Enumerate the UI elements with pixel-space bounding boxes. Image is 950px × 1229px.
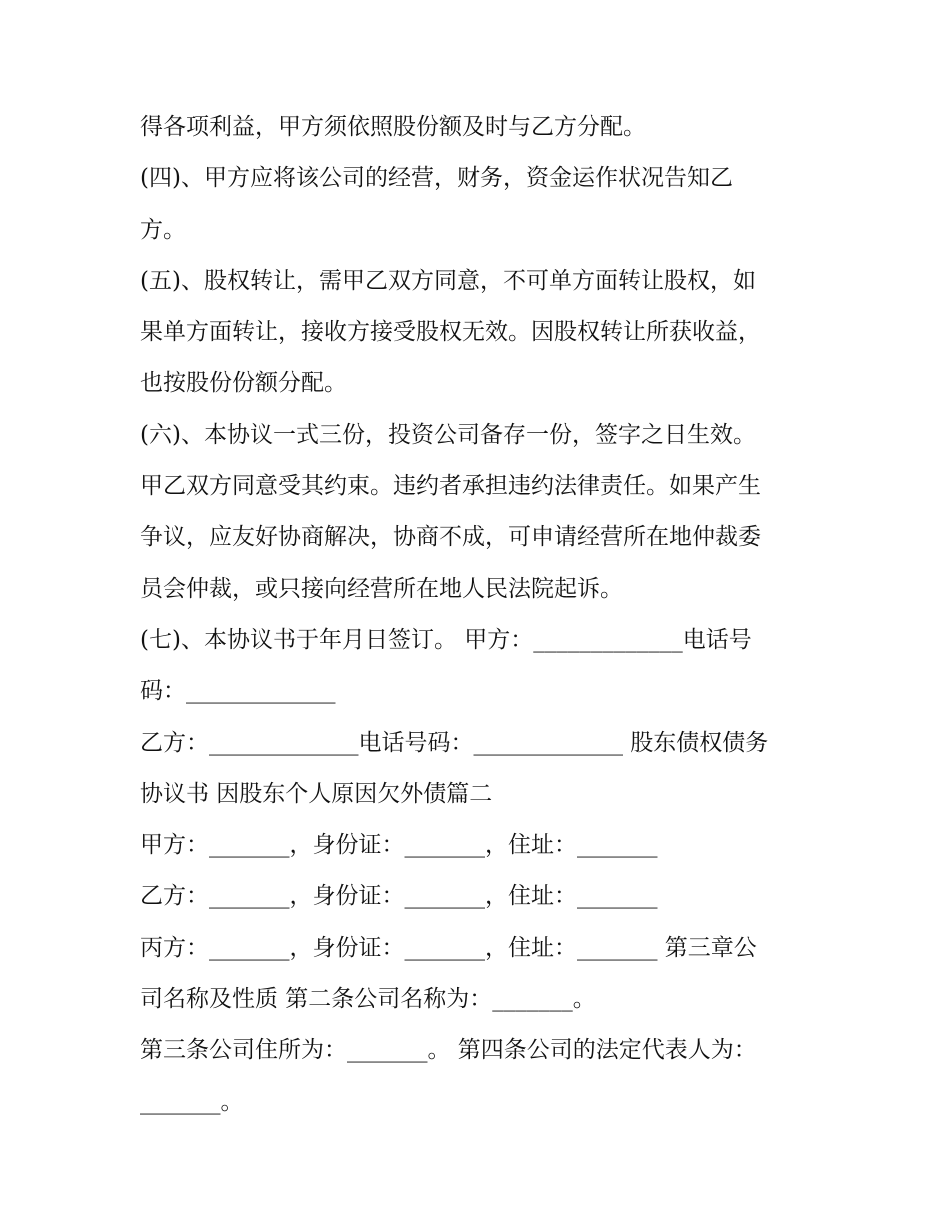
text-line: 第三条公司住所为：_______。 第四条公司的法定代表人为： [140, 1037, 757, 1064]
text-line: 司名称及性质 第二条公司名称为：_______。 [140, 986, 596, 1013]
text-line: 方。 [140, 216, 186, 243]
text-line: (六)、本协议一式三份，投资公司备存一份，签字之日生效。 [140, 421, 756, 448]
text-line: 协议书 因股东个人原因欠外债篇二 [140, 780, 493, 807]
text-line: 得各项利益，甲方须依照股份额及时与乙方分配。 [140, 114, 646, 140]
text-line: _______。 [140, 1088, 244, 1115]
text-line: 丙方：_______，身份证：_______，住址：_______ 第三章公 [140, 934, 757, 961]
text-line: 果单方面转让，接收方接受股权无效。因股权转让所获收益， [140, 319, 761, 346]
text-line: 乙方：_______，身份证：_______，住址：_______ [140, 883, 658, 910]
text-line: 员会仲裁，或只接向经营所在地人民法院起诉。 [140, 575, 623, 602]
text-line: 争议，应友好协商解决，协商不成，可申请经营所在地仲裁委 [140, 524, 761, 551]
text-line: (四)、甲方应将该公司的经营，财务，资金运作状况告知乙 [140, 165, 733, 192]
text-line: 乙方：_____________电话号码：_____________ 股东债权债务 [140, 729, 769, 756]
text-line: 甲乙双方同意受其约束。违约者承担违约法律责任。如果产生 [140, 473, 761, 500]
text-line: 也按股份份额分配。 [140, 370, 347, 397]
text-line: (七)、本协议书于年月日签订。 甲方：_____________电话号 [140, 626, 752, 653]
text-line: (五)、股权转让，需甲乙双方同意，不可单方面转让股权，如 [140, 267, 756, 294]
document-body [140, 102, 820, 1128]
text-line: 码：_____________ [140, 678, 336, 705]
text-line: 甲方：_______，身份证：_______，住址：_______ [140, 832, 658, 859]
